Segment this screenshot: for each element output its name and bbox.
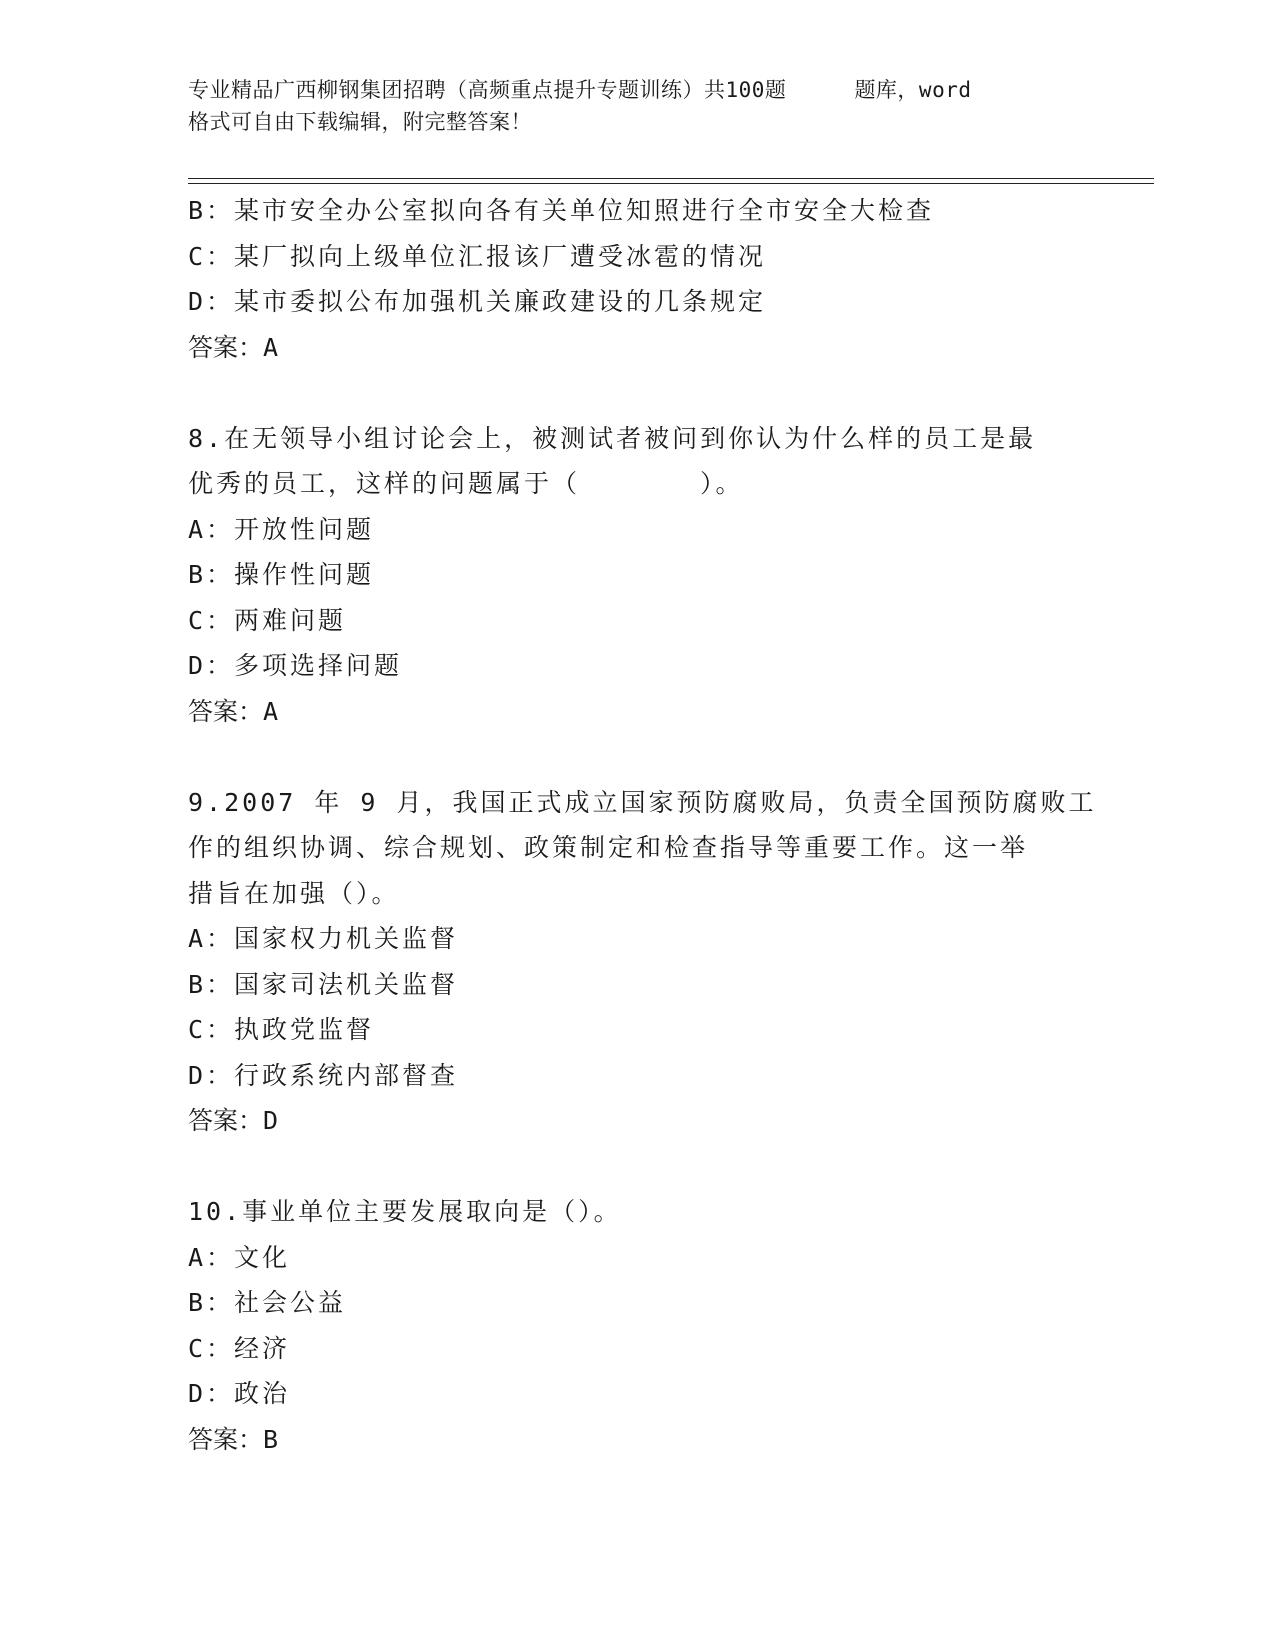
option-d: D：政治 (188, 1379, 291, 1408)
answer-line (188, 1098, 1088, 1144)
header-line-2: 格式可自由下载编辑，附完整答案！ (188, 110, 532, 134)
question-stem-continued: 措旨在加强（）。 (188, 878, 400, 908)
answer-value: A (263, 332, 282, 362)
answer-label: 答案： (188, 1106, 264, 1135)
option-b: B：某市安全办公室拟向各有关单位知照进行全市安全大检查 (188, 196, 935, 225)
option-d: D：多项选择问题 (188, 651, 403, 680)
document-header (188, 74, 1088, 138)
option-c: C：某厂拟向上级单位汇报该厂遭受冰雹的情况 (188, 241, 767, 271)
question-stem: 9.2007 年 9 月，我国正式成立国家预防腐败局，负责全国预防腐败工 (188, 787, 1097, 817)
answer-label: 答案： (188, 332, 264, 362)
answer-label: 答案： (188, 696, 264, 726)
option-c: C：两难问题 (188, 605, 347, 635)
question-8 (188, 416, 1088, 735)
question-stem: 8.在无领导小组讨论会上，被测试者被问到你认为什么样的员工是最 (188, 423, 1037, 453)
option-a: A：文化 (188, 1242, 291, 1272)
question-9 (188, 780, 1097, 1144)
option-a: A：开放性问题 (188, 514, 375, 544)
answer-label: 答案： (188, 1424, 264, 1454)
option-c: C：执政党监督 (188, 1015, 375, 1044)
option-d: D：某市委拟公布加强机关廉政建设的几条规定 (188, 287, 767, 316)
question-stem-continued: 优秀的员工，这样的问题属于（ ）。 (188, 469, 744, 498)
answer-line (188, 325, 1088, 371)
option-a: A：国家权力机关监督 (188, 924, 459, 953)
header-divider-bottom (188, 183, 1154, 184)
option-b: B：操作性问题 (188, 560, 375, 589)
header-title-suffix: 题库，word (854, 78, 972, 102)
answer-value: B (263, 1424, 282, 1454)
header-line-1 (188, 74, 1088, 106)
answer-line (188, 689, 1088, 735)
answer-value: D (263, 1106, 282, 1135)
option-c: C：经济 (188, 1333, 291, 1363)
option-b: B：国家司法机关监督 (188, 969, 459, 999)
question-7 (188, 188, 1088, 370)
question-10 (188, 1189, 1088, 1462)
answer-value: A (263, 696, 282, 726)
answer-line (188, 1417, 1088, 1463)
option-d: D：行政系统内部督查 (188, 1060, 459, 1090)
header-divider-top (188, 178, 1154, 179)
question-list (188, 188, 1097, 1462)
header-title: 专业精品广西柳钢集团招聘（高频重点提升专题训练）共100题 (188, 78, 787, 102)
option-b: B：社会公益 (188, 1288, 347, 1317)
question-stem: 10.事业单位主要发展取向是（）。 (188, 1197, 622, 1226)
question-stem-continued: 作的组织协调、综合规划、政策制定和检查指导等重要工作。这一举 (188, 833, 1029, 862)
